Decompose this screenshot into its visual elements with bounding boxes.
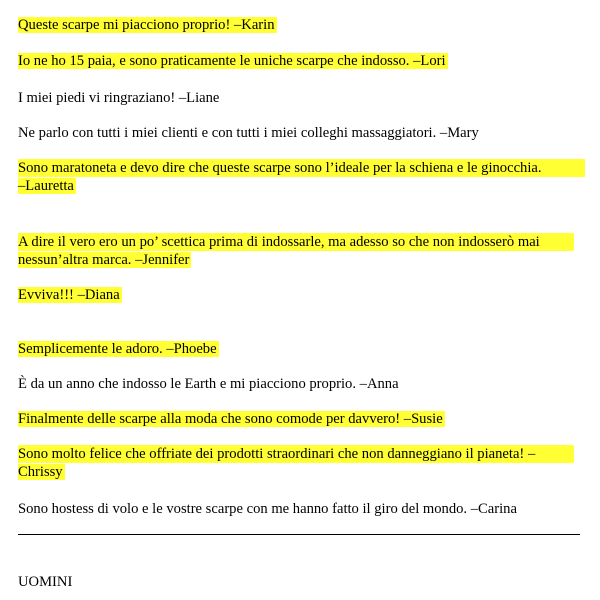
testimonial-diana: Evviva!!! –Diana: [18, 287, 120, 303]
section-divider: [18, 534, 580, 535]
testimonial-lori: Io ne ho 15 paia, e sono praticamente le uniche scarpe che indosso. –Lori: [18, 53, 446, 69]
testimonial-mary: Ne parlo con tutti i miei clienti e con tutti i miei colleghi massaggiatori. –Mary: [18, 125, 479, 141]
section-heading: UOMINI: [18, 574, 73, 590]
testimonial-lauretta: Sono maratoneta e devo dire che queste scarpe sono l’ideale per la schiena e le ginocchia. –Lauretta: [18, 159, 585, 195]
testimonial-susie: Finalmente delle scarpe alla moda che sono comode per davvero! –Susie: [18, 411, 443, 427]
testimonial-anna: È da un anno che indosso le Earth e mi piacciono proprio. –Anna: [18, 376, 399, 392]
testimonial-jennifer: A dire il vero ero un po’ scettica prima di indossarle, ma adesso so che non indosserò mai nessun’altra marca. –Jennifer: [18, 233, 574, 269]
testimonial-carina: Sono hostess di volo e le vostre scarpe con me hanno fatto il giro del mondo. –Carina: [18, 501, 517, 517]
testimonial-chrissy: Sono molto felice che offriate dei prodotti straordinari che non danneggiano il pianeta! – Chrissy: [18, 445, 574, 481]
testimonial-phoebe: Semplicemente le adoro. –Phoebe: [18, 341, 217, 357]
testimonial-liane: I miei piedi vi ringraziano! –Liane: [18, 90, 220, 106]
testimonial-karin: Queste scarpe mi piacciono proprio! –Karin: [18, 17, 275, 33]
